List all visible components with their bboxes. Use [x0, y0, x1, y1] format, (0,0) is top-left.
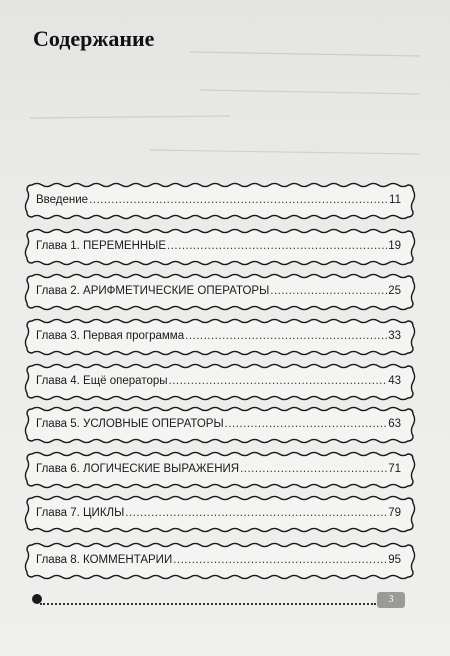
dot-leader: [125, 506, 387, 520]
toc-entry-label: Глава 2. АРИФМЕТИЧЕСКИЕ ОПЕРАТОРЫ: [36, 285, 270, 297]
dot-leader: [270, 284, 387, 298]
toc-entry-page: 71: [388, 463, 401, 475]
dot-leader: [225, 417, 388, 431]
toc-entry-chapter-8[interactable]: [27, 545, 413, 577]
dot-leader: [173, 553, 387, 567]
toc-entry-label: Глава 5. УСЛОВНЫЕ ОПЕРАТОРЫ: [36, 418, 224, 430]
toc-entry-chapter-1[interactable]: [27, 231, 413, 263]
dot-leader: [185, 329, 387, 343]
toc-entry-intro[interactable]: [27, 185, 413, 217]
toc-entry-page: 33: [388, 330, 401, 342]
toc-entry-page: 19: [388, 240, 401, 252]
dot-leader: [89, 193, 388, 207]
toc-entry-label: Глава 7. ЦИКЛЫ: [36, 507, 125, 519]
toc-entry-chapter-4[interactable]: [27, 366, 413, 398]
toc-entry-label: Глава 4. Ещё операторы: [36, 375, 168, 387]
toc-entry-page: 11: [389, 194, 401, 206]
dotted-rule: [40, 603, 376, 605]
toc-entry-chapter-7[interactable]: [27, 498, 413, 530]
toc-entry-label: Глава 6. ЛОГИЧЕСКИЕ ВЫРАЖЕНИЯ: [36, 463, 240, 475]
toc-entry-chapter-2[interactable]: [27, 276, 413, 308]
page-title: Содержание: [33, 26, 155, 51]
toc-entry-label: Глава 8. КОММЕНТАРИИ: [36, 554, 173, 566]
toc-entry-label: Введение: [36, 194, 89, 206]
page-number-badge: 3: [377, 592, 405, 608]
toc-entry-page: 25: [388, 285, 401, 297]
toc-entry-page: 79: [388, 507, 401, 519]
dot-leader: [240, 462, 387, 476]
toc-entry-page: 63: [388, 418, 401, 430]
page-footer: [0, 590, 450, 620]
toc-entry-page: 43: [388, 375, 401, 387]
toc-entry-page: 95: [388, 554, 401, 566]
toc-entry-chapter-3[interactable]: [27, 321, 413, 353]
toc-entry-label: Глава 1. ПЕРЕМЕННЫЕ: [36, 240, 167, 252]
toc-entry-label: Глава 3. Первая программа: [36, 330, 185, 342]
dot-leader: [169, 374, 388, 388]
toc-entry-chapter-5[interactable]: [27, 409, 413, 441]
toc-entry-chapter-6[interactable]: [27, 454, 413, 486]
dot-leader: [167, 239, 387, 253]
